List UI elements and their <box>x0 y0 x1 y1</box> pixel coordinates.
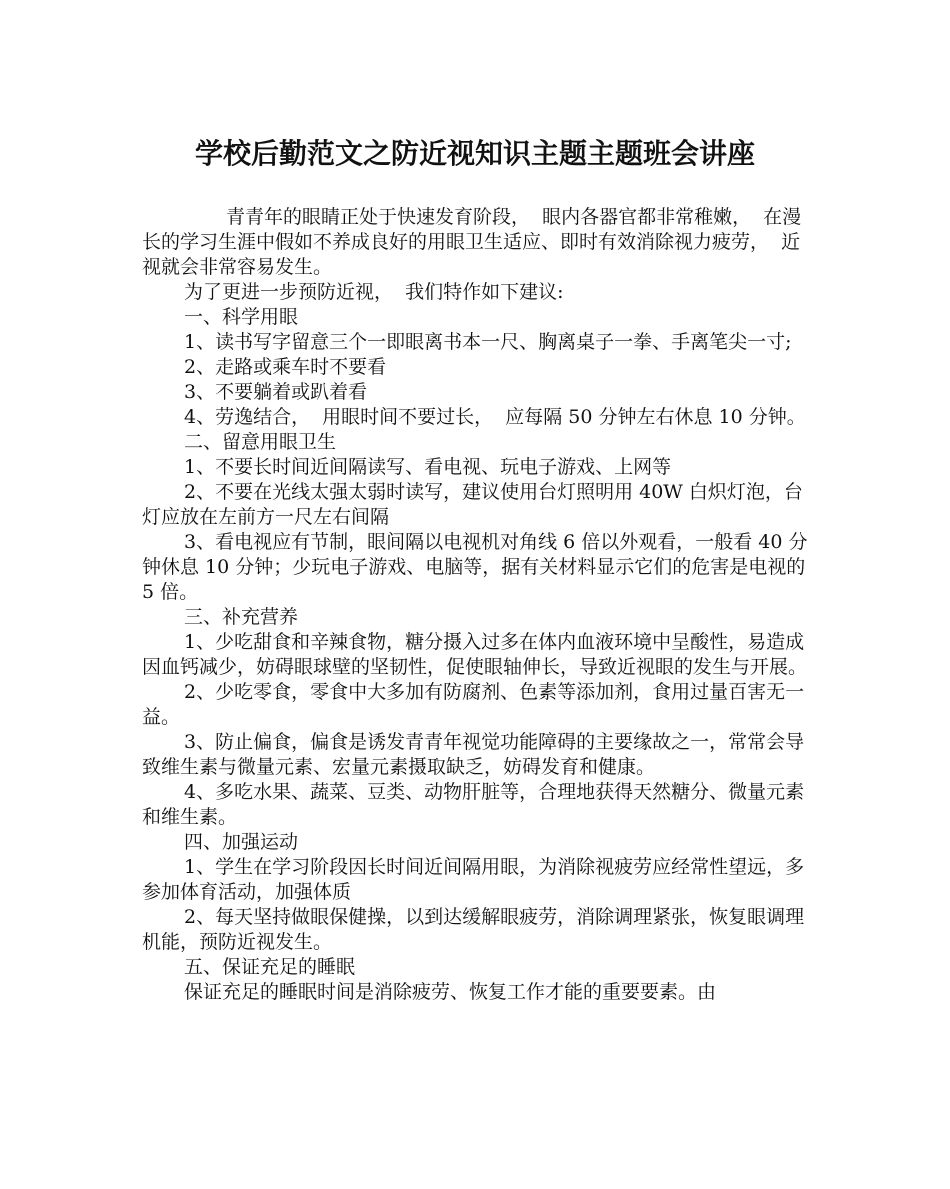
list-item: 1、不要长时间近间隔读写、看电视、玩电子游戏、上网等 <box>184 456 672 478</box>
paragraph-intro: 青青年的眼睛正处于快速发育阶段， 眼内各器官都非常稚嫩， 在漫长的学习生涯中假如不养成良好的用眼卫生适应、即时有效消除视力疲劳， 近视就会非常容易发生。 <box>142 206 802 278</box>
list-item: 1、少吃甜食和辛辣食物，糖分摄入过多在体内血液环境中呈酸性，易造成因血钙减少，妨碍眼球壁的坚韧性，促使眼轴伸长，导致近视眼的发生与开展。 <box>142 631 808 678</box>
section-heading-3: 三、补充营养 <box>184 606 299 628</box>
list-item: 1、读书写字留意三个一即眼离书本一尺、胸离桌子一拳、手离笔尖一寸; <box>184 331 792 353</box>
list-item: 4、劳逸结合， 用眼时间不要过长， 应每隔 50 分钟左右休息 10 分钟。 <box>184 406 806 428</box>
section-heading-4: 四、加强运动 <box>184 831 299 853</box>
document-body <box>142 205 812 1005</box>
list-item: 3、看电视应有节制，眼间隔以电视机对角线 6 倍以外观看，一般看 40 分钟休息 10 分钟；少玩电子游戏、电脑等，据有关材料显示它们的危害是电视的 5 倍。 <box>142 531 812 603</box>
section-heading-1: 一、科学用眼 <box>184 306 299 328</box>
list-item: 2、不要在光线太强太弱时读写，建议使用台灯照明用 40W 白炽灯泡，台灯应放在左前方一尺左右间隔 <box>142 481 803 528</box>
list-item: 2、走路或乘车时不要看 <box>184 356 387 378</box>
paragraph-sleep: 保证充足的睡眠时间是消除疲劳、恢复工作才能的重要要素。由 <box>184 981 717 1003</box>
paragraph-suggestion-lead: 为了更进一步预防近视， 我们特作如下建议: <box>184 281 564 303</box>
list-item: 4、多吃水果、蔬菜、豆类、动物肝脏等，合理地获得天然糖分、微量元素和维生素。 <box>142 781 805 828</box>
list-item: 2、每天坚持做眼保健操，以到达缓解眼疲劳，消除调理紧张，恢复眼调理机能，预防近视发生。 <box>142 906 805 953</box>
list-item: 2、少吃零食，零食中大多加有防腐剂、色素等添加剂，食用过量百害无一益。 <box>142 681 805 728</box>
list-item: 3、防止偏食，偏食是诱发青青年视觉功能障碍的主要缘故之一，常常会导致维生素与微量元素、宏量元素摄取缺乏，妨碍发育和健康。 <box>142 731 805 778</box>
section-heading-2: 二、留意用眼卫生 <box>184 431 337 453</box>
document-title: 学校后勤范文之防近视知识主题主题班会讲座 <box>194 137 755 170</box>
section-heading-5: 五、保证充足的睡眠 <box>184 956 356 978</box>
list-item: 1、学生在学习阶段因长时间近间隔用眼，为消除视疲劳应经常性望远，多参加体育活动，加强体质 <box>142 856 805 903</box>
list-item: 3、不要躺着或趴着看 <box>184 381 368 403</box>
